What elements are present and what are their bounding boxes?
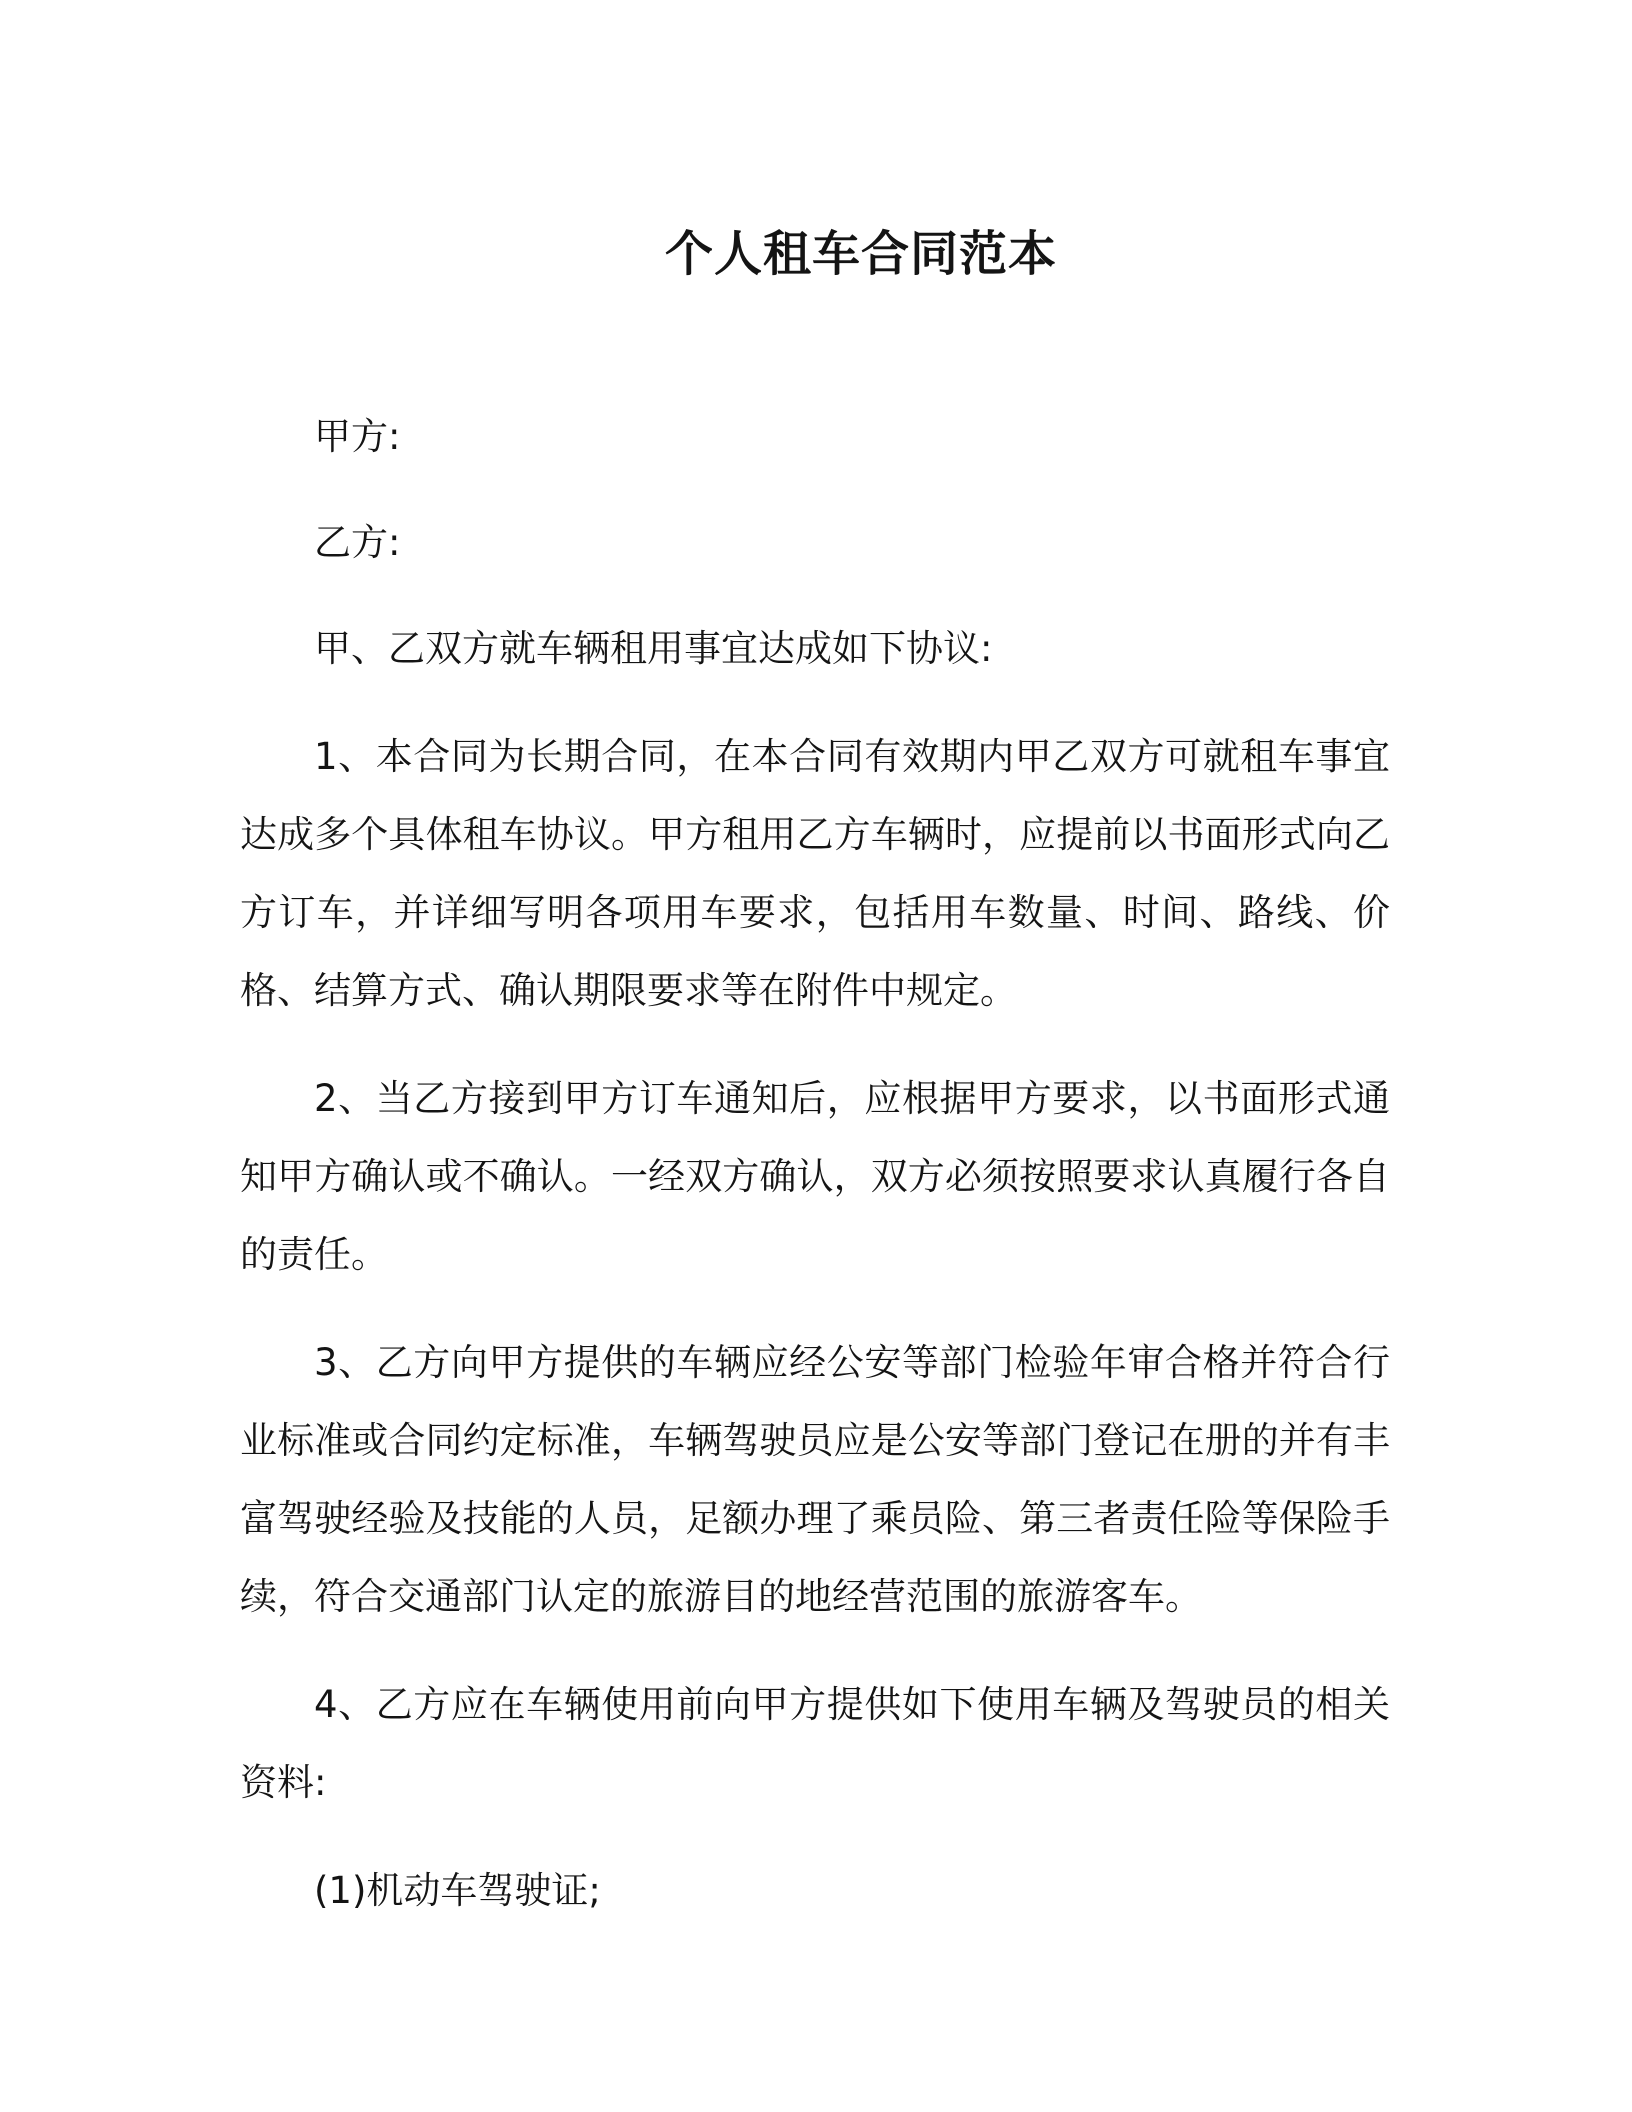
clause-1-paragraph: 1、本合同为长期合同，在本合同有效期内甲乙双方可就租车事宜达成多个具体租车协议。甲方租用乙方车辆时，应提前以书面形式向乙方订车，并详细写明各项用车要求，包括用车数量、时间、路线、价格、结算方式、确认期限要求等在附件中规定。 [240,735,1390,1012]
document-body [240,398,1390,1930]
sub-item-1: (1)机动车驾驶证; [314,1869,601,1912]
intro-paragraph: 甲、乙双方就车辆租用事宜达成如下协议: [314,627,993,670]
document-title: 个人租车合同范本 [664,226,1057,282]
clause-4-paragraph: 4、乙方应在车辆使用前向甲方提供如下使用车辆及驾驶员的相关资料: [240,1683,1390,1804]
clause-2-paragraph: 2、当乙方接到甲方订车通知后，应根据甲方要求，以书面形式通知甲方确认或不确认。一经双方确认，双方必须按照要求认真履行各自的责任。 [240,1077,1390,1276]
party-a-line: 甲方: [314,415,401,458]
party-b-line: 乙方: [314,521,401,564]
clause-3-paragraph: 3、乙方向甲方提供的车辆应经公安等部门检验年审合格并符合行业标准或合同约定标准，车辆驾驶员应是公安等部门登记在册的并有丰富驾驶经验及技能的人员，足额办理了乘员险、第三者责任险等保险手续，符合交通部门认定的旅游目的地经营范围的旅游客车。 [240,1341,1390,1618]
